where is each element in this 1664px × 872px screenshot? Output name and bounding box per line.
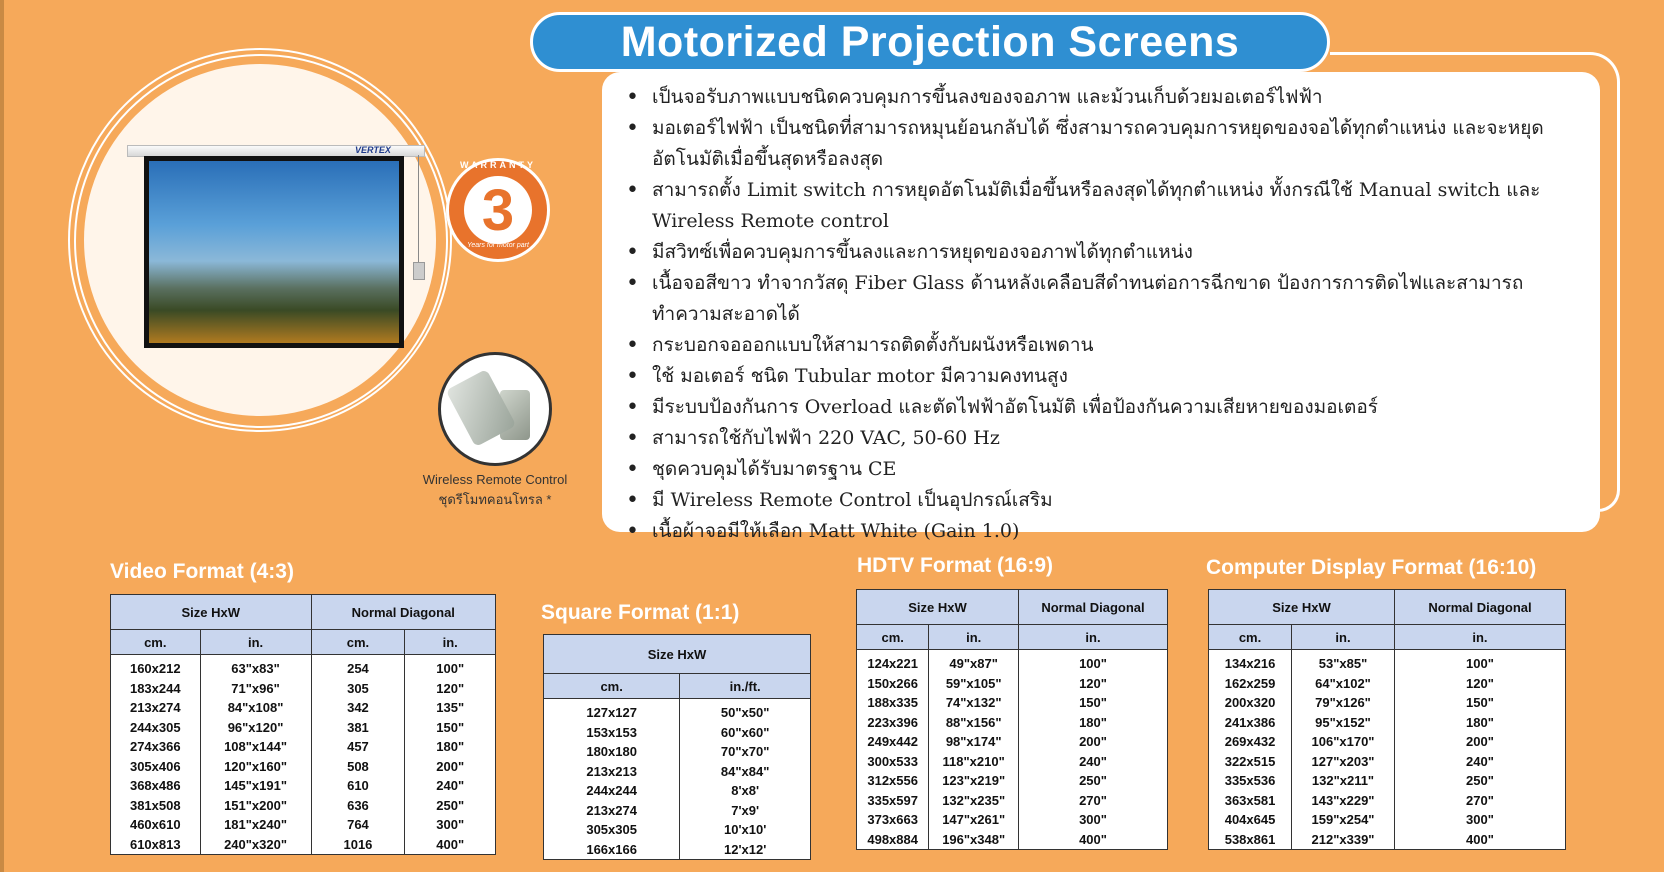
col-cm: cm.: [1209, 625, 1292, 650]
table-cell: 135": [405, 698, 496, 718]
table-cell: 764: [311, 815, 405, 835]
table-cell: 400": [405, 835, 496, 855]
table-cell: 180x180: [544, 742, 680, 762]
table-cell: 381: [311, 718, 405, 738]
table-cell: 7'x9': [680, 801, 811, 821]
table-cell: 70"x70": [680, 742, 811, 762]
table-cell: 12'x12': [680, 840, 811, 860]
col-size: Size HxW: [857, 590, 1019, 625]
table-row: [111, 679, 496, 699]
table-cell: 127x127: [544, 699, 680, 723]
col-cm: cm.: [311, 630, 405, 655]
table-cell: 60"x60": [680, 723, 811, 743]
feature-item: • กระบอกจอออกแบบให้สามารถติดตั้งกับผนังหรือเพดาน: [652, 330, 1590, 361]
table-cell: 305x305: [544, 820, 680, 840]
table-cell: 159"x254": [1292, 810, 1395, 830]
table-cell: 180": [405, 737, 496, 757]
table-row: [857, 650, 1168, 674]
table-cell: 200": [405, 757, 496, 777]
table-cell: 150": [1018, 693, 1167, 713]
table-cell: 166x166: [544, 840, 680, 860]
table-cell: 400": [1394, 830, 1565, 850]
warranty-years: 3: [481, 177, 515, 243]
square-table-body: [544, 699, 811, 860]
table-cell: 498x884: [857, 830, 929, 850]
table-cell: 10'x10': [680, 820, 811, 840]
table-cell: 213x274: [111, 698, 201, 718]
table-cell: 250": [405, 796, 496, 816]
video-format-table: [110, 594, 496, 855]
table-row: [1209, 693, 1566, 713]
table-row: [544, 820, 811, 840]
table-row: [544, 840, 811, 860]
table-cell: 84"x84": [680, 762, 811, 782]
table-cell: 240": [405, 776, 496, 796]
table-cell: 181"x240": [200, 815, 311, 835]
table-cell: 300": [405, 815, 496, 835]
table-cell: 270": [1018, 791, 1167, 811]
table-cell: 84"x108": [200, 698, 311, 718]
col-diagonal: Normal Diagonal: [1018, 590, 1167, 625]
table-cell: 188x335: [857, 693, 929, 713]
table-cell: 240": [1394, 752, 1565, 772]
table-cell: 381x508: [111, 796, 201, 816]
table-cell: 53"x85": [1292, 650, 1395, 674]
table-row: [1209, 771, 1566, 791]
computer-format-table: [1208, 589, 1566, 850]
table-cell: 342: [311, 698, 405, 718]
table-cell: 108"x144": [200, 737, 311, 757]
table-cell: 118"x210": [929, 752, 1019, 772]
table-cell: 183x244: [111, 679, 201, 699]
table-cell: 106"x170": [1292, 732, 1395, 752]
computer-format-title: Computer Display Format (16:10): [1206, 556, 1537, 579]
table-row: [857, 713, 1168, 733]
table-cell: 180": [1394, 713, 1565, 733]
table-row: [111, 815, 496, 835]
table-cell: 120": [405, 679, 496, 699]
table-cell: 180": [1018, 713, 1167, 733]
table-cell: 241x386: [1209, 713, 1292, 733]
landscape-photo: [149, 161, 399, 343]
table-cell: 200": [1018, 732, 1167, 752]
table-cell: 150": [405, 718, 496, 738]
computer-table-body: [1209, 650, 1566, 850]
feature-item: • มอเตอร์ไฟฟ้า เป็นชนิดที่สามารถหมุนย้อนกลับได้ ซึ่งสามารถควบคุมการหยุดของจอได้ทุกตำแหน่ง และจะหยุดอัตโนมัติเมื่อขึ้นสุดหรือลงสุด: [652, 113, 1590, 175]
table-cell: 404x645: [1209, 810, 1292, 830]
table-cell: 274x366: [111, 737, 201, 757]
table-row: [111, 796, 496, 816]
table-cell: 610: [311, 776, 405, 796]
table-row: [111, 718, 496, 738]
table-cell: 244x305: [111, 718, 201, 738]
table-cell: 249x442: [857, 732, 929, 752]
table-cell: 538x861: [1209, 830, 1292, 850]
table-cell: 363x581: [1209, 791, 1292, 811]
table-row: [111, 757, 496, 777]
table-cell: 300": [1018, 810, 1167, 830]
feature-item: • สามารถใช้กับไฟฟ้า 220 VAC, 50-60 Hz: [652, 423, 1590, 454]
col-inft: in./ft.: [680, 674, 811, 699]
table-row: [857, 791, 1168, 811]
table-cell: 123"x219": [929, 771, 1019, 791]
feature-item: • มีสวิทซ์เพื่อควบคุมการขึ้นลงและการหยุดของจอภาพได้ทุกตำแหน่ง: [652, 237, 1590, 268]
feature-item: • มี Wireless Remote Control เป็นอุปกรณ์เสริม: [652, 485, 1590, 516]
table-cell: 322x515: [1209, 752, 1292, 772]
table-cell: 79"x126": [1292, 693, 1395, 713]
table-cell: 160x212: [111, 655, 201, 679]
table-cell: 100": [1394, 650, 1565, 674]
pull-cord: [418, 155, 419, 263]
table-cell: 147"x261": [929, 810, 1019, 830]
table-row: [1209, 791, 1566, 811]
feature-item: • ชุดควบคุมได้รับมาตรฐาน CE: [652, 454, 1590, 485]
remote-caption-en: Wireless Remote Control: [422, 472, 568, 487]
table-cell: 212"x339": [1292, 830, 1395, 850]
warranty-sub-label: Years for motor part: [467, 242, 529, 249]
table-cell: 50"x50": [680, 699, 811, 723]
table-cell: 100": [405, 655, 496, 679]
table-cell: 460x610: [111, 815, 201, 835]
table-cell: 64"x102": [1292, 674, 1395, 694]
feature-list-box: [602, 72, 1600, 542]
table-row: [857, 674, 1168, 694]
table-cell: 1016: [311, 835, 405, 855]
projection-screen-image: [144, 156, 404, 348]
table-cell: 213x274: [544, 801, 680, 821]
col-cm: cm.: [544, 674, 680, 699]
hdtv-table-body: [857, 650, 1168, 850]
hdtv-format-title: HDTV Format (16:9): [857, 554, 1054, 577]
table-cell: 145"x191": [200, 776, 311, 796]
table-cell: 244x244: [544, 781, 680, 801]
table-row: [1209, 674, 1566, 694]
table-row: [544, 723, 811, 743]
table-cell: 305x406: [111, 757, 201, 777]
table-cell: 120": [1018, 674, 1167, 694]
table-cell: 240": [1018, 752, 1167, 772]
brand-logo: VERTEX: [355, 145, 391, 155]
table-cell: 200": [1394, 732, 1565, 752]
table-row: [1209, 713, 1566, 733]
table-cell: 213x213: [544, 762, 680, 782]
feature-item: • เนื้อผ้าจอมีให้เลือก Matt White (Gain 1.0): [652, 516, 1590, 547]
table-row: [1209, 830, 1566, 850]
table-cell: 270": [1394, 791, 1565, 811]
feature-item: • สามารถตั้ง Limit switch การหยุดอัตโนมัติเมื่อขึ้นหรือลงสุดได้ทุกตำแหน่ง ทั้งกรณีใช้ Manual switch และ Wireless Remote control: [652, 175, 1590, 237]
remote-caption-th: ชุดรีโมทคอนโทรล *: [438, 492, 552, 507]
table-cell: 508: [311, 757, 405, 777]
hdtv-format-table: [856, 589, 1168, 850]
col-cm: cm.: [857, 625, 929, 650]
col-size: Size HxW: [544, 635, 811, 674]
warranty-label: WARRANTY: [460, 160, 536, 170]
table-cell: 124x221: [857, 650, 929, 674]
table-row: [857, 810, 1168, 830]
table-row: [544, 801, 811, 821]
table-cell: 610x813: [111, 835, 201, 855]
table-cell: 269x432: [1209, 732, 1292, 752]
table-cell: 143"x229": [1292, 791, 1395, 811]
table-cell: 636: [311, 796, 405, 816]
table-row: [544, 699, 811, 723]
table-cell: 150": [1394, 693, 1565, 713]
table-row: [1209, 732, 1566, 752]
table-row: [1209, 650, 1566, 674]
table-cell: 49"x87": [929, 650, 1019, 674]
col-in: in.: [1292, 625, 1395, 650]
col-in: in.: [405, 630, 496, 655]
wall-switch: [413, 262, 425, 280]
table-cell: 96"x120": [200, 718, 311, 738]
square-format-table: [543, 634, 811, 860]
table-row: [544, 742, 811, 762]
page-edge: [0, 0, 4, 872]
table-cell: 457: [311, 737, 405, 757]
col-in: in.: [929, 625, 1019, 650]
table-cell: 95"x152": [1292, 713, 1395, 733]
table-cell: 223x396: [857, 713, 929, 733]
table-cell: 312x556: [857, 771, 929, 791]
table-cell: 400": [1018, 830, 1167, 850]
table-cell: 132"x235": [929, 791, 1019, 811]
table-cell: 150x266: [857, 674, 929, 694]
col-in: in.: [1394, 625, 1565, 650]
table-row: [111, 835, 496, 855]
table-cell: 153x153: [544, 723, 680, 743]
table-cell: 162x259: [1209, 674, 1292, 694]
col-size: Size HxW: [1209, 590, 1395, 625]
table-cell: 300x533: [857, 752, 929, 772]
table-row: [857, 771, 1168, 791]
table-row: [111, 655, 496, 679]
table-row: [111, 776, 496, 796]
table-row: [857, 693, 1168, 713]
table-row: [544, 762, 811, 782]
table-row: [1209, 752, 1566, 772]
col-size: Size HxW: [111, 595, 312, 630]
table-row: [857, 732, 1168, 752]
table-cell: 100": [1018, 650, 1167, 674]
table-cell: 200x320: [1209, 693, 1292, 713]
table-cell: 127"x203": [1292, 752, 1395, 772]
video-table-body: [111, 655, 496, 855]
table-cell: 71"x96": [200, 679, 311, 699]
table-cell: 300": [1394, 810, 1565, 830]
feature-item: • เนื้อจอสีขาว ทำจากวัสดุ Fiber Glass ด้านหลังเคลือบสีดำทนต่อการฉีกขาด ป้องการการติดไฟและสามารถทำความสะอาดได้: [652, 268, 1590, 330]
video-format-title: Video Format (4:3): [110, 560, 294, 583]
table-row: [544, 781, 811, 801]
table-cell: 120"x160": [200, 757, 311, 777]
table-cell: 98"x174": [929, 732, 1019, 752]
table-cell: 134x216: [1209, 650, 1292, 674]
table-cell: 373x663: [857, 810, 929, 830]
col-diagonal: Normal Diagonal: [311, 595, 495, 630]
col-diagonal: Normal Diagonal: [1394, 590, 1565, 625]
table-cell: 250": [1018, 771, 1167, 791]
table-cell: 254: [311, 655, 405, 679]
table-row: [111, 737, 496, 757]
table-cell: 120": [1394, 674, 1565, 694]
feature-item: • มีระบบป้องกันการ Overload และตัดไฟฟ้าอัตโนมัติ เพื่อป้องกันความเสียหายของมอเตอร์: [652, 392, 1590, 423]
table-cell: 74"x132": [929, 693, 1019, 713]
table-row: [111, 698, 496, 718]
col-cm: cm.: [111, 630, 201, 655]
col-in: in.: [1018, 625, 1167, 650]
table-cell: 368x486: [111, 776, 201, 796]
table-cell: 250": [1394, 771, 1565, 791]
table-cell: 63"x83": [200, 655, 311, 679]
table-cell: 240"x320": [200, 835, 311, 855]
table-row: [857, 752, 1168, 772]
table-cell: 132"x211": [1292, 771, 1395, 791]
table-cell: 196"x348": [929, 830, 1019, 850]
remote-caption: [400, 470, 590, 510]
feature-item: • เป็นจอรับภาพแบบชนิดควบคุมการขึ้นลงของจอภาพ และม้วนเก็บด้วยมอเตอร์ไฟฟ้า: [652, 82, 1590, 113]
table-cell: 305: [311, 679, 405, 699]
table-cell: 88"x156": [929, 713, 1019, 733]
table-cell: 151"x200": [200, 796, 311, 816]
table-cell: 335x597: [857, 791, 929, 811]
table-cell: 335x536: [1209, 771, 1292, 791]
feature-item: • ใช้ มอเตอร์ ชนิด Tubular motor มีความคงทนสูง: [652, 361, 1590, 392]
col-in: in.: [200, 630, 311, 655]
table-cell: 8'x8': [680, 781, 811, 801]
square-format-title: Square Format (1:1): [541, 601, 740, 624]
table-cell: 59"x105": [929, 674, 1019, 694]
page-title: Motorized Projection Screens: [620, 17, 1240, 66]
table-row: [1209, 810, 1566, 830]
table-row: [857, 830, 1168, 850]
